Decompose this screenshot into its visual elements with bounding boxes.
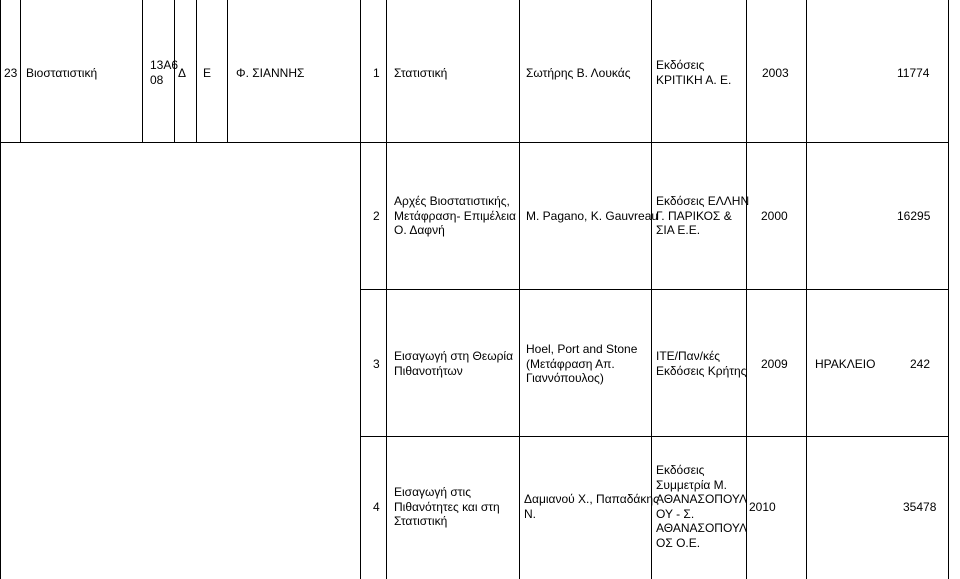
- instructor-cell: Φ. ΣΙΑΝΝΗΣ: [236, 66, 305, 80]
- index-cell: 2: [373, 209, 380, 223]
- book-title-cell: Στατιστική: [394, 66, 448, 80]
- index-cell: 1: [373, 66, 380, 80]
- grid-line: [227, 0, 228, 143]
- index-cell: 4: [373, 500, 380, 514]
- course-code-cell: 13Α6 08: [150, 58, 179, 87]
- grid-line-row: [360, 289, 949, 290]
- id-code-cell: 35478: [903, 500, 937, 514]
- index-cell: 3: [373, 357, 380, 371]
- grid-line: [20, 0, 21, 143]
- author-cell: Σωτήρης Β. Λουκάς: [526, 66, 631, 80]
- book-title-cell: Εισαγωγή στη Θεωρία Πιθανοτήτων: [394, 349, 514, 378]
- grid-line-row: [360, 436, 949, 437]
- id-code-cell: 242: [910, 357, 931, 371]
- city-cell: ΗΡΑΚΛΕΙΟ: [815, 357, 876, 371]
- author-cell: Δαμιανού Χ., Παπαδάκης Ν.: [524, 492, 659, 521]
- subject-cell: Βιοστατιστική: [26, 66, 98, 80]
- year-cell: 2003: [762, 66, 789, 80]
- publisher-cell: Εκδόσεις ΕΛΛΗΝ Γ. ΠΑΡΙΚΟΣ & ΣΙΑ Ε.Ε.: [656, 194, 750, 237]
- id-code-cell: 11774: [897, 66, 930, 80]
- code-letter-cell: Δ: [178, 66, 187, 80]
- row-number: 23: [4, 66, 18, 80]
- publisher-cell: Εκδόσεις ΚΡΙΤΙΚΗ Α. Ε.: [656, 58, 732, 87]
- semester-cell: Ε: [203, 66, 212, 80]
- grid-line-left: [0, 0, 1, 579]
- grid-line: [196, 0, 197, 143]
- id-code-cell: 16295: [897, 209, 931, 223]
- year-cell: 2010: [749, 500, 776, 514]
- book-title-cell: Αρχές Βιοστατιστικής, Μετάφραση- Επιμέλεια Ο. Δαφνή: [394, 194, 516, 237]
- year-cell: 2000: [761, 209, 788, 223]
- book-title-cell: Εισαγωγή στις Πιθανότητες και στη Στατιστική: [394, 485, 500, 528]
- grid-line: [142, 0, 143, 143]
- publisher-cell: Εκδόσεις Συμμετρία Μ. ΑΘΑΝΑΣΟΠΟΥΛ ΟΥ - Σ. ΑΘΑΝΑΣΟΠΟΥΛ ΟΣ Ο.Ε.: [656, 463, 748, 550]
- publisher-cell: ΙΤΕ/Παν/κές Εκδόσεις Κρήτης: [656, 349, 747, 378]
- author-cell: M. Pagano, K. Gauvreau: [526, 209, 659, 223]
- year-cell: 2009: [761, 357, 788, 371]
- grid-line-row: [0, 142, 949, 143]
- author-cell: Hoel, Port and Stone (Μετάφραση Απ. Γιαννόπουλος): [526, 342, 638, 385]
